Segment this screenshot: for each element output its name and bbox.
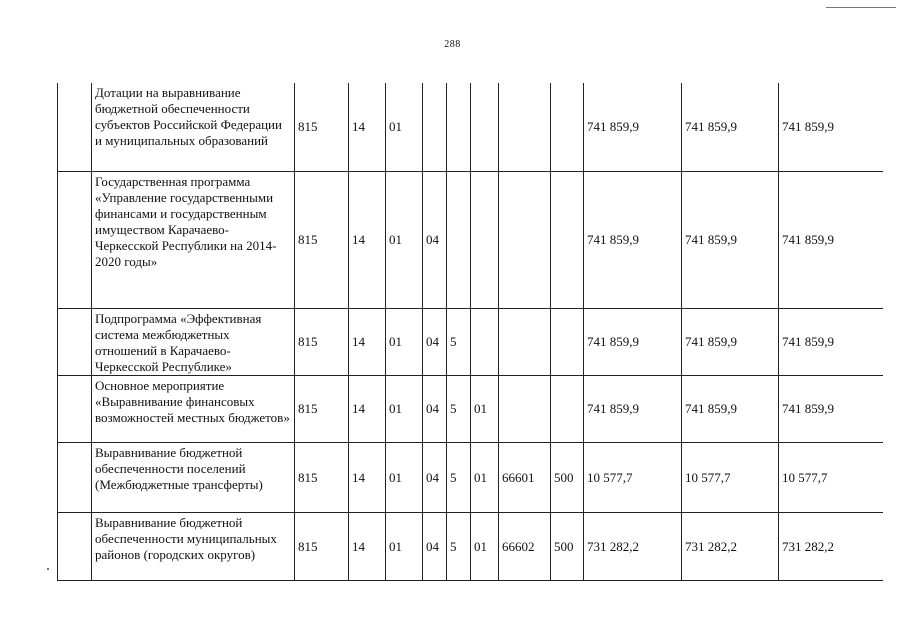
amount-year-1: 731 282,2 [584,512,682,580]
direction-code: 66602 [499,512,551,580]
event-code [471,171,499,308]
program-code: 04 [423,375,447,442]
row-index-cell [58,442,92,512]
section-code: 14 [349,442,386,512]
expense-type-code: 500 [551,442,584,512]
table-row [58,375,883,442]
direction-code [499,171,551,308]
ministry-code: 815 [295,512,349,580]
page-number: 288 [444,39,461,50]
row-name: Выравнивание бюджетной обеспеченности поселений (Межбюджетные трансферты) [92,442,295,512]
amount-year-1: 10 577,7 [584,442,682,512]
subprogram-code [447,171,471,308]
table-row [58,308,883,375]
direction-code: 66601 [499,442,551,512]
amount-year-3: 741 859,9 [779,375,883,442]
row-index-cell [58,83,92,171]
subsection-code: 01 [386,442,423,512]
subsection-code: 01 [386,171,423,308]
row-name: Основное мероприятие «Выравнивание финансовых возможностей местных бюджетов» [92,375,295,442]
section-code: 14 [349,83,386,171]
row-index-cell [58,512,92,580]
row-index-cell [58,171,92,308]
amount-year-3: 731 282,2 [779,512,883,580]
program-code [423,83,447,171]
row-name: Выравнивание бюджетной обеспеченности муниципальных районов (городских округов) [92,512,295,580]
ministry-code: 815 [295,308,349,375]
table-row [58,512,883,580]
subsection-code: 01 [386,512,423,580]
row-name: Государственная программа «Управление государственными финансами и государственным имуществом Карачаево-Черкесской Республики на 2014-2020 годы» [92,171,295,308]
budget-table [57,83,883,581]
row-name: Дотации на выравнивание бюджетной обеспеченности субъектов Российской Федерации и муниципальных образований [92,83,295,171]
amount-year-3: 741 859,9 [779,83,883,171]
section-code: 14 [349,375,386,442]
scan-speck [47,568,49,570]
subprogram-code: 5 [447,512,471,580]
table-row [58,83,883,171]
amount-year-3: 741 859,9 [779,171,883,308]
subprogram-code: 5 [447,442,471,512]
program-code: 04 [423,308,447,375]
budget-table-body [58,83,883,580]
row-name: Подпрограмма «Эффективная система межбюджетных отношений в Карачаево-Черкесской Республике» [92,308,295,375]
subprogram-code [447,83,471,171]
amount-year-2: 731 282,2 [682,512,779,580]
expense-type-code [551,171,584,308]
section-code: 14 [349,308,386,375]
amount-year-1: 741 859,9 [584,308,682,375]
expense-type-code [551,308,584,375]
program-code: 04 [423,171,447,308]
section-code: 14 [349,512,386,580]
ministry-code: 815 [295,83,349,171]
amount-year-2: 741 859,9 [682,308,779,375]
ministry-code: 815 [295,375,349,442]
row-index-cell [58,308,92,375]
subprogram-code: 5 [447,375,471,442]
amount-year-3: 741 859,9 [779,308,883,375]
ministry-code: 815 [295,442,349,512]
amount-year-1: 741 859,9 [584,375,682,442]
amount-year-2: 10 577,7 [682,442,779,512]
amount-year-2: 741 859,9 [682,83,779,171]
row-index-cell [58,375,92,442]
program-code: 04 [423,442,447,512]
event-code [471,308,499,375]
subsection-code: 01 [386,375,423,442]
amount-year-1: 741 859,9 [584,83,682,171]
amount-year-2: 741 859,9 [682,171,779,308]
event-code [471,83,499,171]
event-code: 01 [471,442,499,512]
event-code: 01 [471,512,499,580]
direction-code [499,375,551,442]
direction-code [499,308,551,375]
section-code: 14 [349,171,386,308]
direction-code [499,83,551,171]
table-row [58,442,883,512]
event-code: 01 [471,375,499,442]
expense-type-code [551,83,584,171]
subsection-code: 01 [386,83,423,171]
amount-year-2: 741 859,9 [682,375,779,442]
amount-year-1: 741 859,9 [584,171,682,308]
scan-corner-mark [826,7,896,8]
ministry-code: 815 [295,171,349,308]
expense-type-code [551,375,584,442]
subsection-code: 01 [386,308,423,375]
program-code: 04 [423,512,447,580]
subprogram-code: 5 [447,308,471,375]
table-row [58,171,883,308]
expense-type-code: 500 [551,512,584,580]
amount-year-3: 10 577,7 [779,442,883,512]
